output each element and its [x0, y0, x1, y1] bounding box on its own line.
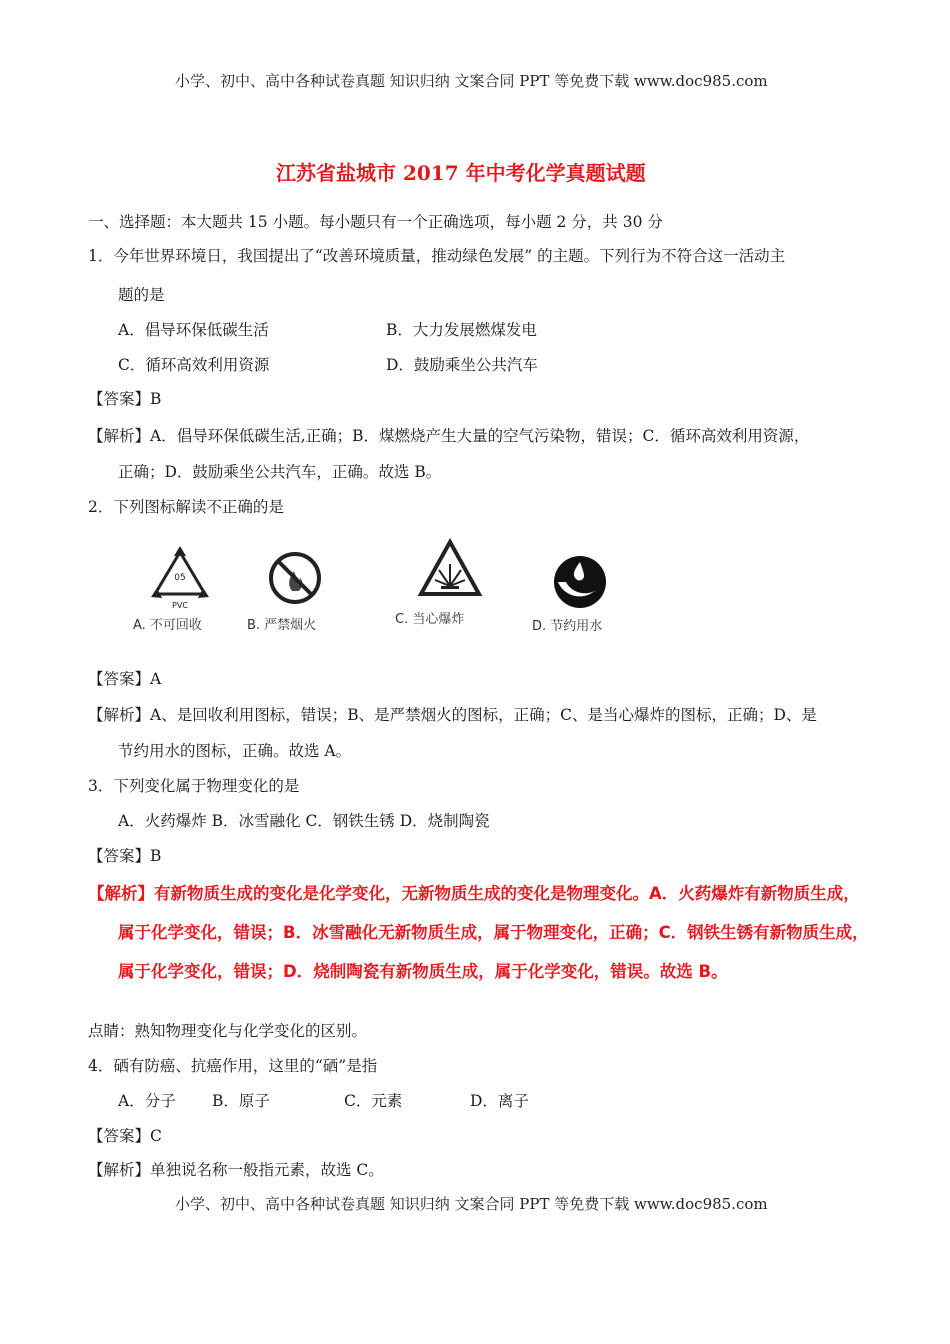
icon-c-label: C. 当心爆炸 — [395, 612, 465, 627]
q2-analysis-line2: 节约用水的图标，正确。故选 A。 — [118, 742, 352, 760]
q3-analysis-line1: 【解析】有新物质生成的变化是化学变化，无新物质生成的变化是物理变化。A．火药爆炸有新物质生成， — [88, 884, 860, 903]
q1-stem-line2: 题的是 — [118, 286, 165, 304]
q1-answer: 【答案】B — [88, 390, 162, 408]
recycle-text: PVC — [172, 601, 188, 610]
water-saving-icon — [530, 550, 630, 616]
q1-analysis-line2: 正确；D．鼓励乘坐公共汽车，正确。故选 B。 — [118, 463, 442, 481]
q4-option-c: C．元素 — [344, 1092, 403, 1110]
explosion-warning-icon — [395, 538, 495, 608]
icon-a-label: A. 不可回收 — [133, 618, 202, 633]
q1-option-d: D．鼓励乘坐公共汽车 — [386, 356, 538, 374]
q3-stem: 3．下列变化属于物理变化的是 — [88, 777, 300, 795]
page-footer: 小学、初中、高中各种试卷真题 知识归纳 文案合同 PPT 等免费下载 www.doc985.com — [175, 1195, 768, 1213]
page-title: 江苏省盐城市 2017 年中考化学真题试题 — [276, 161, 646, 185]
q4-option-b: B．原子 — [212, 1092, 270, 1110]
q1-option-c: C．循环高效利用资源 — [118, 356, 270, 374]
q1-stem-line1: 1．今年世界环境日，我国提出了“改善环境质量，推动绿色发展” 的主题。下列行为不符合这一活动主 — [88, 247, 786, 265]
q3-tip: 点睛：熟知物理变化与化学变化的区别。 — [88, 1022, 368, 1040]
q4-stem: 4．硒有防癌、抗癌作用，这里的“硒”是指 — [88, 1057, 378, 1075]
q4-answer: 【答案】C — [88, 1127, 162, 1145]
recycle-icon — [125, 540, 235, 620]
q1-option-a: A．倡导环保低碳生活 — [118, 321, 269, 339]
recycle-code: 05 — [174, 573, 186, 583]
recycle-figure — [125, 540, 235, 640]
q2-stem: 2．下列图标解读不正确的是 — [88, 498, 284, 516]
q3-analysis-line3: 属于化学变化，错误；D．烧制陶瓷有新物质生成，属于化学变化，错误。故选 B。 — [118, 962, 728, 981]
page-header: 小学、初中、高中各种试卷真题 知识归纳 文案合同 PPT 等免费下载 www.doc985.com — [175, 72, 768, 90]
q3-options: A．火药爆炸 B．冰雪融化 C．钢铁生锈 D．烧制陶瓷 — [118, 812, 490, 830]
explosion-figure — [395, 538, 495, 633]
q3-answer: 【答案】B — [88, 847, 162, 865]
q2-answer: 【答案】A — [88, 670, 162, 688]
q2-analysis-line1: 【解析】A、是回收利用图标，错误；B、是严禁烟火的图标，正确；C、是当心爆炸的图标，正确；D、是 — [88, 706, 817, 724]
q4-option-a: A．分子 — [118, 1092, 176, 1110]
no-fire-figure — [245, 545, 345, 640]
icon-d-label: D. 节约用水 — [532, 619, 603, 634]
q1-option-b: B．大力发展燃煤发电 — [386, 321, 537, 339]
section-heading: 一、选择题：本大题共 15 小题。每小题只有一个正确选项，每小题 2 分，共 30 分 — [88, 213, 663, 231]
q1-analysis-line1: 【解析】A．倡导环保低碳生活,正确；B．煤燃烧产生大量的空气污染物，错误；C．循环高效利用资源， — [88, 427, 810, 445]
q3-analysis-line2: 属于化学变化，错误；B．冰雪融化无新物质生成，属于物理变化，正确；C．钢铁生锈有新物质生成， — [118, 923, 869, 942]
no-fire-icon — [245, 545, 345, 615]
q4-option-d: D．离子 — [470, 1092, 529, 1110]
q4-analysis: 【解析】单独说名称一般指元素，故选 C。 — [88, 1161, 384, 1179]
icon-b-label: B. 严禁烟火 — [247, 618, 317, 633]
water-saving-figure — [530, 550, 630, 640]
